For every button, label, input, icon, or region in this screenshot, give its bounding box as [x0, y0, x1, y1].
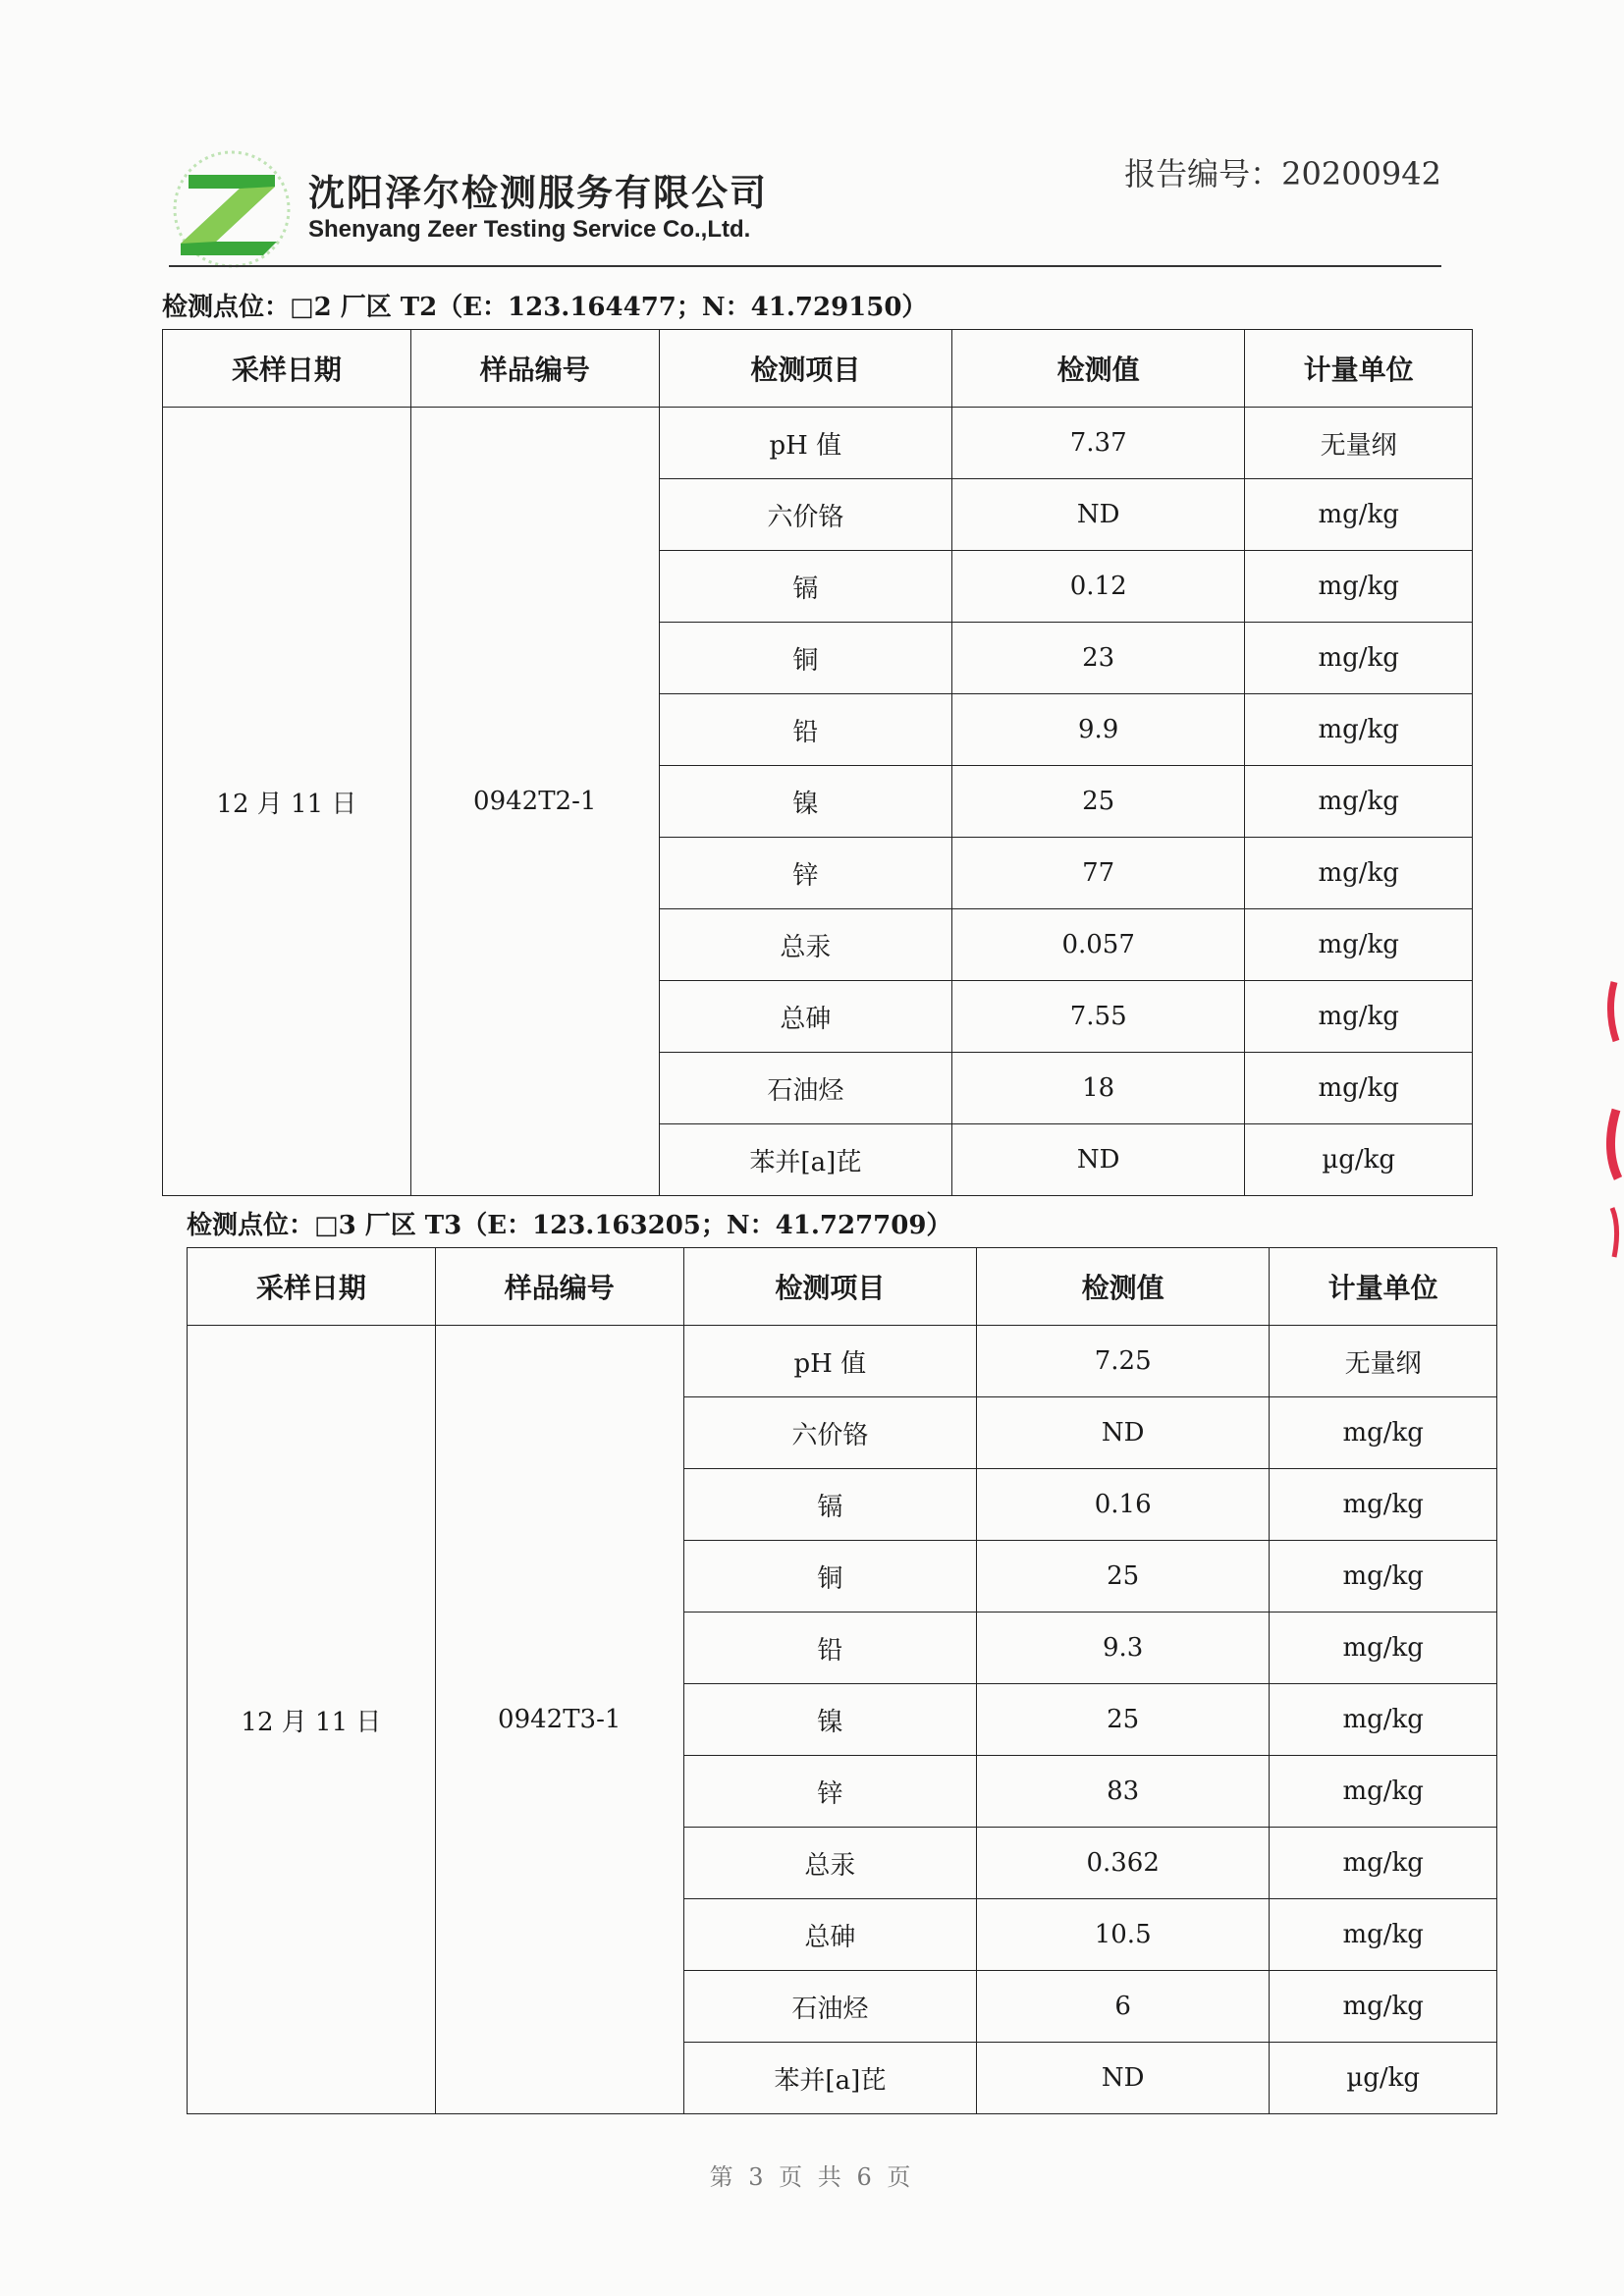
- test-unit: µg/kg: [1245, 1124, 1473, 1196]
- test-item: 镍: [659, 766, 951, 838]
- test-item: 铜: [683, 1541, 976, 1613]
- col-header-unit: 计量单位: [1270, 1248, 1497, 1326]
- test-value: 83: [977, 1756, 1270, 1828]
- test-item: 锌: [659, 838, 951, 909]
- test-unit: 无量纲: [1270, 1326, 1497, 1397]
- test-item: 镉: [659, 551, 951, 623]
- test-unit: 无量纲: [1245, 408, 1473, 479]
- test-value: 25: [977, 1541, 1270, 1613]
- results-table: [162, 329, 1473, 1196]
- test-item: 苯并[a]芘: [659, 1124, 951, 1196]
- test-value: ND: [952, 1124, 1245, 1196]
- test-value: 0.362: [977, 1828, 1270, 1899]
- test-unit: mg/kg: [1245, 981, 1473, 1053]
- location-label: 检测点位：□3 厂区 T3（E：123.163205；N：41.727709）: [187, 1211, 952, 1240]
- test-item: 总砷: [683, 1899, 976, 1971]
- test-unit: mg/kg: [1245, 551, 1473, 623]
- zeer-z-logo-icon: [169, 145, 295, 273]
- test-unit: mg/kg: [1270, 1756, 1497, 1828]
- report-header: [169, 137, 1441, 285]
- test-value: 6: [977, 1971, 1270, 2043]
- test-value: ND: [952, 479, 1245, 551]
- col-header-date: 采样日期: [188, 1248, 436, 1326]
- test-value: 23: [952, 623, 1245, 694]
- sampling-date: 12 月 11 日: [188, 1326, 436, 2114]
- test-value: 25: [977, 1684, 1270, 1756]
- test-unit: mg/kg: [1270, 1397, 1497, 1469]
- test-unit: mg/kg: [1270, 1469, 1497, 1541]
- results-table: [187, 1247, 1497, 2114]
- test-unit: mg/kg: [1270, 1684, 1497, 1756]
- test-item: 总汞: [659, 909, 951, 981]
- col-header-date: 采样日期: [163, 330, 411, 408]
- col-header-value: 检测值: [977, 1248, 1270, 1326]
- test-value: 7.55: [952, 981, 1245, 1053]
- test-item: 铅: [683, 1613, 976, 1684]
- company-name-en: Shenyang Zeer Testing Service Co.,Ltd.: [308, 216, 751, 243]
- red-seal-edge: [1602, 972, 1624, 1306]
- test-item: 苯并[a]芘: [683, 2043, 976, 2114]
- table-row: [163, 408, 1473, 479]
- test-unit: mg/kg: [1245, 766, 1473, 838]
- test-unit: mg/kg: [1270, 1971, 1497, 2043]
- sampling-date: 12 月 11 日: [163, 408, 411, 1196]
- test-value: 9.3: [977, 1613, 1270, 1684]
- test-unit: mg/kg: [1245, 1053, 1473, 1124]
- test-item: 铅: [659, 694, 951, 766]
- col-header-sample: 样品编号: [410, 330, 659, 408]
- test-value: 0.12: [952, 551, 1245, 623]
- test-item: 总汞: [683, 1828, 976, 1899]
- test-item: 石油烃: [683, 1971, 976, 2043]
- test-value: 7.25: [977, 1326, 1270, 1397]
- test-unit: mg/kg: [1270, 1541, 1497, 1613]
- test-value: 7.37: [952, 408, 1245, 479]
- location-label: 检测点位：□2 厂区 T2（E：123.164477；N：41.729150）: [162, 293, 928, 322]
- test-unit: mg/kg: [1270, 1899, 1497, 1971]
- page-number: 第 3 页 共 6 页: [709, 2163, 915, 2191]
- section-t2: [162, 288, 1473, 1196]
- col-header-item: 检测项目: [659, 330, 951, 408]
- test-item: 锌: [683, 1756, 976, 1828]
- test-value: 9.9: [952, 694, 1245, 766]
- table-header-row: [188, 1248, 1497, 1326]
- test-value: 77: [952, 838, 1245, 909]
- test-unit: mg/kg: [1270, 1613, 1497, 1684]
- header-divider: [169, 265, 1441, 267]
- company-name-cn: 沈阳泽尔检测服务有限公司: [308, 172, 768, 214]
- test-value: 0.16: [977, 1469, 1270, 1541]
- test-value: 0.057: [952, 909, 1245, 981]
- test-unit: mg/kg: [1245, 623, 1473, 694]
- col-header-item: 检测项目: [683, 1248, 976, 1326]
- test-value: ND: [977, 1397, 1270, 1469]
- test-item: 六价铬: [683, 1397, 976, 1469]
- col-header-value: 检测值: [952, 330, 1245, 408]
- test-item: 总砷: [659, 981, 951, 1053]
- test-unit: mg/kg: [1270, 1828, 1497, 1899]
- table-header-row: [163, 330, 1473, 408]
- test-value: 18: [952, 1053, 1245, 1124]
- col-header-unit: 计量单位: [1245, 330, 1473, 408]
- test-item: pH 值: [659, 408, 951, 479]
- test-unit: mg/kg: [1245, 479, 1473, 551]
- test-item: 铜: [659, 623, 951, 694]
- table-row: [188, 1326, 1497, 1397]
- report-number: 报告编号：20200942: [1124, 155, 1441, 192]
- test-item: 镉: [683, 1469, 976, 1541]
- test-item: 六价铬: [659, 479, 951, 551]
- test-item: pH 值: [683, 1326, 976, 1397]
- sample-id: 0942T3-1: [435, 1326, 683, 2114]
- sample-id: 0942T2-1: [410, 408, 659, 1196]
- test-value: 25: [952, 766, 1245, 838]
- test-unit: mg/kg: [1245, 694, 1473, 766]
- col-header-sample: 样品编号: [435, 1248, 683, 1326]
- test-unit: mg/kg: [1245, 909, 1473, 981]
- test-value: 10.5: [977, 1899, 1270, 1971]
- test-item: 石油烃: [659, 1053, 951, 1124]
- test-value: ND: [977, 2043, 1270, 2114]
- test-unit: mg/kg: [1245, 838, 1473, 909]
- test-unit: µg/kg: [1270, 2043, 1497, 2114]
- test-item: 镍: [683, 1684, 976, 1756]
- section-t3: [187, 1206, 1497, 2114]
